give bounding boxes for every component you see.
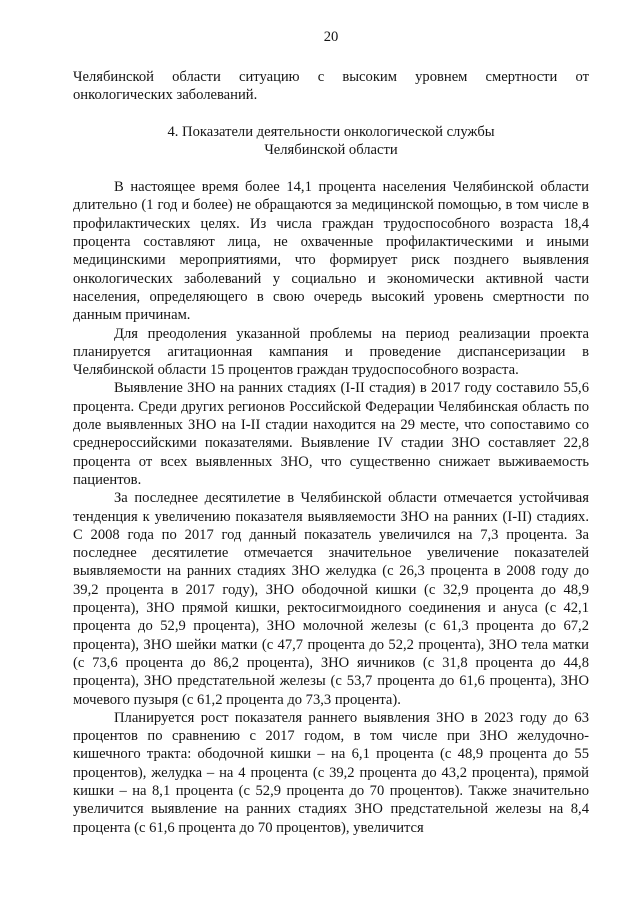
paragraph-early-detection: Выявление ЗНО на ранних стадиях (I-II стадия) в 2017 году составило 55,6 процента. Среди других регионов Российской Федерации Челябинская область по доле выявленных ЗНО на I-II стадии находится на 29 месте, что сопоставимо со среднероссийскими показателями. Выявление IV стадии ЗНО составляет 22,8 процента от всех выявленных ЗНО, что существенно снижает выживаемость пациентов.: [73, 380, 589, 488]
paragraph-campaign: Для преодоления указанной проблемы на период реализации проекта планируется агитационная кампания и проведение диспансеризации в Челябинской области 15 процентов граждан трудоспособного возраста.: [73, 325, 589, 379]
page-number: 20: [323, 29, 339, 45]
paragraph-planned-growth: Планируется рост показателя раннего выявления ЗНО в 2023 году до 63 процентов по сравнению с 2017 годом, в том числе при ЗНО желудочно-кишечного тракта: ободочной кишки – на 6,1 процента (с 48,9 процента до 55 процентов), желудка – на 4 процента (с 39,2 процента до 43,2 процента), прямой кишки – на 8,1 процента (с 52,9 процента до 70 процентов). Также значительно увеличится выявление на ранних стадиях ЗНО предстательной железы на 8,4 процента (с 61,6 процента до 70 процентов), увеличится: [73, 709, 589, 836]
paragraph-decade-trend: За последнее десятилетие в Челябинской области отмечается устойчивая тенденция к увеличению показателя выявляемости ЗНО на ранних (I-II) стадиях. С 2008 года по 2017 год данный показатель увеличился на 7,3 процента. За последнее десятилетие отмечается значительное увеличение показателей выявляемости на ранних стадиях ЗНО желудка (с 26,3 процента в 2008 году до 39,2 процента в 2017 году), ЗНО ободочной кишки (с 32,9 процента до 48,9 процента), ЗНО прямой кишки, ректосигмоидного соединения и ануса (с 42,1 процента до 52,9 процента), ЗНО молочной железы (с 61,3 процента до 67,2 процента), ЗНО шейки матки (с 47,7 процента до 52,2 процента), ЗНО тела матки (с 73,6 процента до 86,2 процента), ЗНО яичников (с 31,8 процента до 44,8 процента), ЗНО предстательной железы (с 53,7 процента до 61,6 процента), ЗНО мочевого пузыря (с 61,2 процента до 73,3 процента).: [73, 490, 589, 708]
paragraph-population-coverage: В настоящее время более 14,1 процента населения Челябинской области длительно (1 год и более) не обращаются за медицинской помощью, в том числе в профилактических целях. Из числа граждан трудоспособного возраста 18,4 процента составляют лица, не охваченные профилактическими и иными медицинскими мероприятиями, что формирует риск позднего выявления онкологических заболеваний у социально и экономически активной части населения, определяющего в свою очередь высокий уровень смертности по данным причинам.: [73, 179, 589, 324]
section-heading: [73, 123, 589, 160]
section-heading-line-2: Челябинской области: [264, 141, 398, 158]
document-page: [73, 28, 589, 837]
continuation-paragraph: Челябинской области ситуацию с высоким уровнем смертности от онкологических заболеваний.: [73, 69, 589, 104]
section-heading-line-1: 4. Показатели деятельности онкологической службы: [167, 123, 495, 140]
